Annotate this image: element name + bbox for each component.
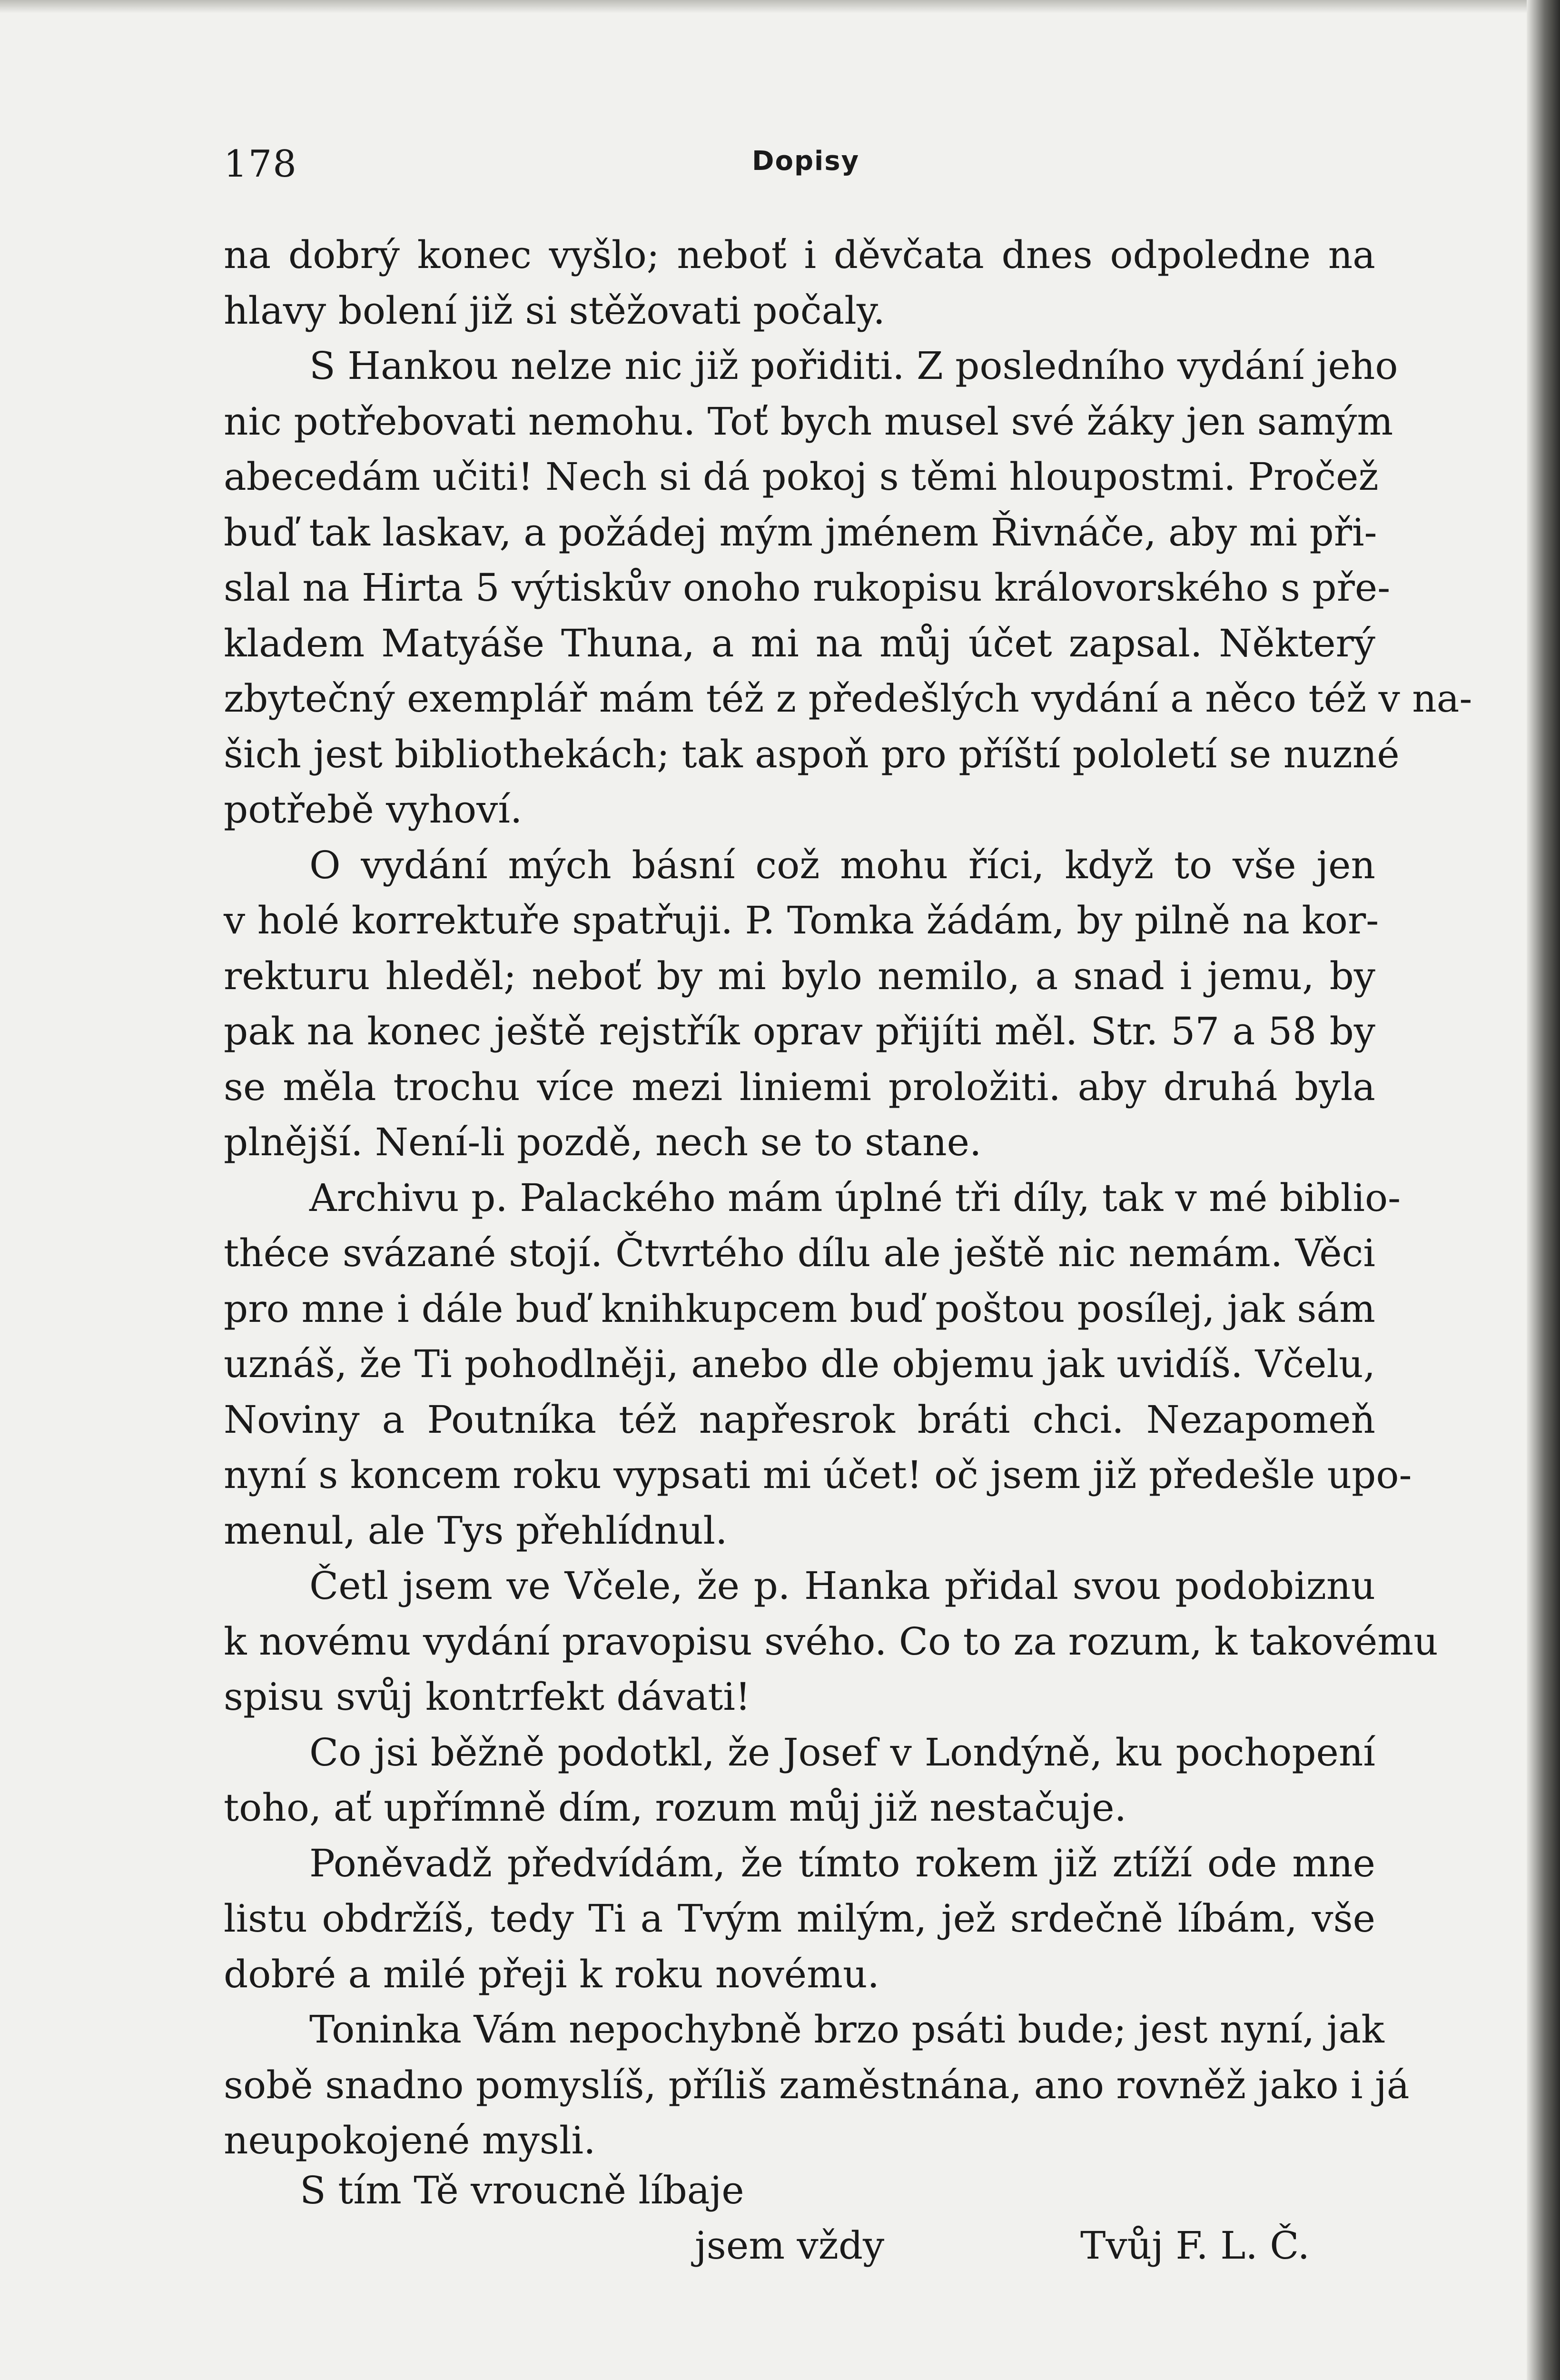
text-line: sobě snadno pomyslíš, příliš zaměstnána, ano rovněž jako i já (224, 2063, 1410, 2107)
text-line: Noviny a Poutníka též napřesrok bráti chci. Nezapomeň (224, 1397, 1375, 1442)
text-line: spisu svůj kontrfekt dávati! (224, 1675, 751, 1719)
running-title: Dopisy (752, 146, 860, 177)
text-line: uznáš, že Ti pohodlněji, anebo dle objemu jak uvidíš. Včelu, (224, 1342, 1375, 1386)
scan-binding-edge (1527, 0, 1560, 2380)
text-line: potřebě vyhoví. (224, 787, 523, 832)
text-line: Co jsi běžně podotkl, že Josef v Londýně, ku pochopení (309, 1730, 1375, 1775)
text-line: neupokojené mysli. (224, 2118, 596, 2162)
text-line: hlavy bolení již si stěžovati počaly. (224, 288, 885, 333)
text-line: kladem Matyáše Thuna, a mi na můj účet zapsal. Některý (224, 621, 1375, 665)
text-line: k novému vydání pravopisu svého. Co to za rozum, k takovému (224, 1619, 1438, 1664)
signature: Tvůj F. L. Č. (1080, 2223, 1310, 2268)
text-line: pro mne i dále buď knihkupcem buď poštou posílej, jak sám (224, 1286, 1375, 1331)
text-line: na dobrý konec vyšlo; neboť i děvčata dnes odpoledne na (224, 233, 1375, 277)
page-number: 178 (224, 143, 297, 186)
text-line: menul, ale Tys přehlídnul. (224, 1508, 728, 1553)
page-header (224, 143, 1389, 200)
text-line: dobré a milé přeji k roku novému. (224, 1952, 879, 1996)
text-line: Toninka Vám nepochybně brzo psáti bude; jest nyní, jak (309, 2007, 1384, 2052)
text-line: nyní s koncem roku vypsati mi účet! oč jsem již předešle upo- (224, 1453, 1412, 1497)
closing-greeting: S tím Tě vroucně líbaje (300, 2168, 744, 2212)
scan-top-edge (0, 0, 1560, 13)
text-line: Poněvadž předvídám, že tímto rokem již ztíží ode mne (309, 1841, 1375, 1885)
text-line: buď tak laskav, a požádej mým jménem Řivnáče, aby mi při- (224, 510, 1377, 555)
text-line: Četl jsem ve Včele, že p. Hanka přidal svou podobiznu (309, 1564, 1375, 1608)
text-line: šich jest bibliothekách; tak aspoň pro příští pololetí se nuzné (224, 732, 1400, 776)
text-line: théce svázané stojí. Čtvrtého dílu ale ještě nic nemám. Věci (224, 1231, 1375, 1275)
text-line: listu obdržíš, tedy Ti a Tvým milým, jež srdečně líbám, vše (224, 1896, 1375, 1941)
text-line: plnější. Není-li pozdě, nech se to stane. (224, 1120, 982, 1164)
text-line: slal na Hirta 5 výtiskův onoho rukopisu královorského s pře- (224, 565, 1391, 610)
text-line: abecedám učiti! Nech si dá pokoj s těmi hloupostmi. Pročež (224, 455, 1379, 499)
text-line: O vydání mých básní což mohu říci, když to vše jen (309, 843, 1375, 887)
closing (224, 2168, 1375, 2273)
text-line: toho, ať upřímně dím, rozum můj již nestačuje. (224, 1785, 1126, 1830)
text-line: v holé korrektuře spatřuji. P. Tomka žádám, by pilně na kor- (224, 898, 1379, 942)
closing-yours: jsem vždy (695, 2223, 885, 2268)
text-line: zbytečný exemplář mám též z předešlých vydání a něco též v na- (224, 676, 1472, 721)
text-line: rekturu hleděl; neboť by mi bylo nemilo, a snad i jemu, by (224, 953, 1375, 998)
letter-body (224, 228, 1472, 2169)
text-line: nic potřebovati nemohu. Toť bych musel své žáky jen samým (224, 399, 1393, 444)
text-line: S Hankou nelze nic již pořiditi. Z posledního vydání jeho (309, 344, 1398, 388)
text-line: Archivu p. Palackého mám úplné tři díly, tak v mé biblio- (309, 1175, 1401, 1220)
text-line: pak na konec ještě rejstřík oprav přijíti měl. Str. 57 a 58 by (224, 1009, 1375, 1053)
text-line: se měla trochu více mezi liniemi proložiti. aby druhá byla (224, 1064, 1375, 1109)
